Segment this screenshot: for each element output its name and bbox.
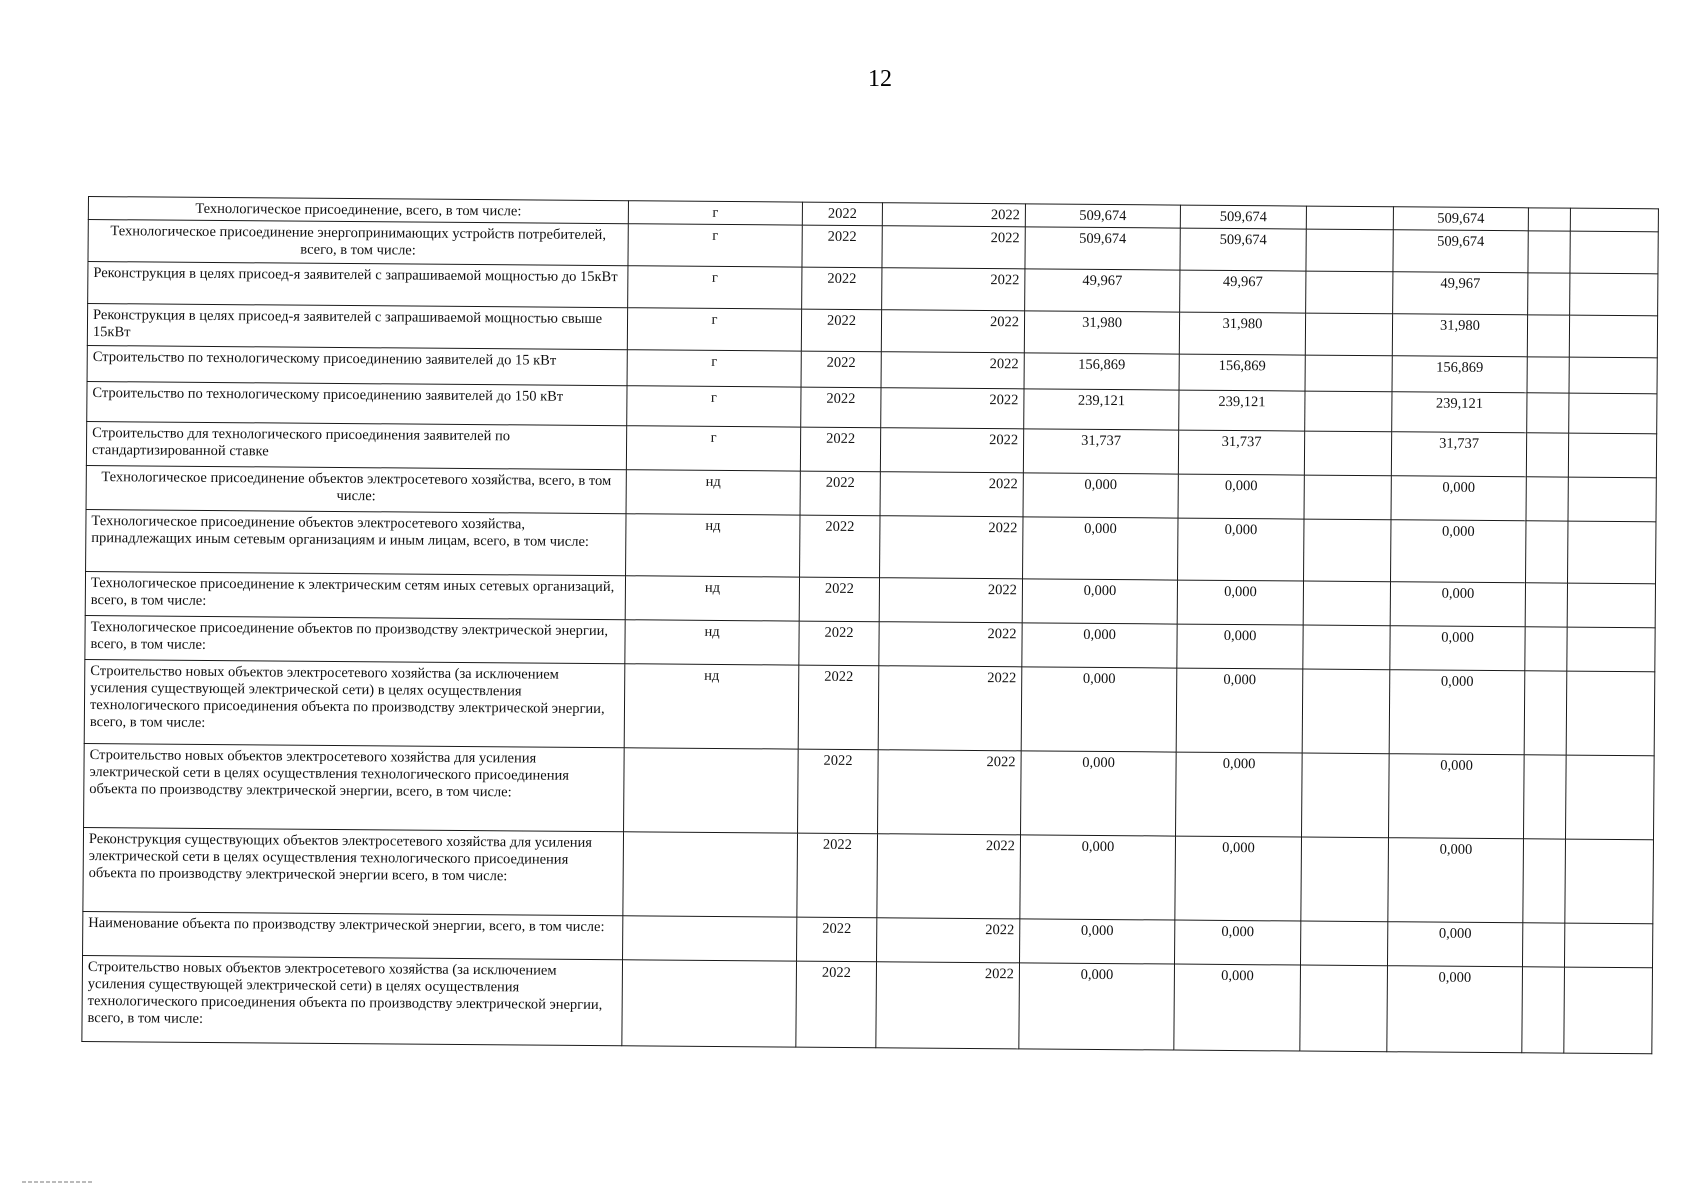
row-empty-cell bbox=[1567, 627, 1655, 672]
row-empty-cell bbox=[1570, 273, 1658, 316]
row-value-4: 0,000 bbox=[1387, 966, 1523, 1053]
row-value-3 bbox=[1304, 475, 1391, 520]
row-name: Технологическое присоединение объектов электросетевого хозяйства, принадлежащих иным сетевым организациям и иным лицам, всего, в том числе: bbox=[86, 509, 626, 575]
row-year-end: 2022 bbox=[879, 622, 1022, 667]
table-row bbox=[84, 659, 1655, 755]
row-unit: нд bbox=[624, 664, 799, 749]
row-empty-cell bbox=[1528, 231, 1570, 273]
row-value-3 bbox=[1306, 271, 1393, 314]
row-unit bbox=[623, 916, 797, 961]
data-table bbox=[81, 196, 1659, 1054]
row-name: Наименование объекта по производству электрической энергии, всего, в том числе: bbox=[83, 911, 623, 959]
row-year-end: 2022 bbox=[882, 226, 1025, 269]
row-value-3 bbox=[1300, 921, 1387, 966]
row-value-2: 31,980 bbox=[1179, 312, 1305, 355]
row-value-2: 509,674 bbox=[1180, 228, 1306, 271]
row-name: Реконструкция существующих объектов электросетевого хозяйства для усиления электрической сети в целях осуществления технологического присоединения объекта по производству электрической энергии всего, в том числе: bbox=[83, 827, 624, 915]
row-value-3 bbox=[1303, 581, 1390, 626]
row-unit: г bbox=[626, 426, 800, 471]
row-value-2: 0,000 bbox=[1178, 518, 1304, 581]
row-year-end: 2022 bbox=[880, 472, 1023, 517]
row-value-1: 0,000 bbox=[1022, 579, 1177, 624]
row-unit: нд bbox=[625, 576, 799, 621]
row-year-end: 2022 bbox=[878, 750, 1022, 835]
row-empty-cell bbox=[1528, 273, 1570, 315]
row-value-3 bbox=[1305, 391, 1392, 432]
row-unit: нд bbox=[626, 514, 800, 577]
row-year-end: 2022 bbox=[878, 666, 1022, 751]
row-empty-cell bbox=[1524, 671, 1567, 755]
row-value-2: 49,967 bbox=[1180, 270, 1306, 313]
row-value-1: 0,000 bbox=[1020, 835, 1176, 920]
row-name: Строительство новых объектов электросетевого хозяйства для усиления электрической сети в целях осуществления технологического присоединения объекта по производству электрической энергии, всего, в том числе: bbox=[84, 743, 625, 831]
table-row bbox=[83, 827, 1654, 923]
row-value-1: 0,000 bbox=[1023, 517, 1178, 580]
row-year-end: 2022 bbox=[879, 578, 1022, 623]
row-year-start: 2022 bbox=[797, 917, 877, 962]
row-value-2: 156,869 bbox=[1179, 354, 1305, 391]
row-name: Строительство по технологическому присоединению заявителей до 150 кВт bbox=[87, 381, 627, 425]
row-empty-cell bbox=[1525, 627, 1567, 671]
row-value-3 bbox=[1305, 355, 1392, 392]
row-value-3 bbox=[1301, 837, 1389, 922]
row-name: Технологическое присоединение к электрическим сетям иных сетевых организаций, всего, в том числе: bbox=[85, 571, 625, 619]
row-empty-cell bbox=[1570, 208, 1658, 232]
row-value-4: 239,121 bbox=[1392, 392, 1527, 433]
row-value-1: 31,980 bbox=[1024, 311, 1179, 354]
row-unit: г bbox=[628, 224, 802, 267]
row-unit: г bbox=[627, 308, 801, 351]
row-value-4: 0,000 bbox=[1391, 476, 1526, 521]
row-value-4: 49,967 bbox=[1393, 272, 1528, 315]
row-year-end: 2022 bbox=[877, 918, 1020, 963]
row-empty-cell bbox=[1527, 393, 1569, 433]
row-value-2: 239,121 bbox=[1179, 390, 1305, 431]
row-unit: г bbox=[628, 201, 802, 225]
row-value-3 bbox=[1306, 229, 1393, 272]
row-value-4: 0,000 bbox=[1390, 582, 1525, 627]
row-value-3 bbox=[1304, 519, 1391, 582]
row-value-2: 31,737 bbox=[1178, 430, 1304, 475]
row-empty-cell bbox=[1564, 923, 1652, 968]
row-value-1: 0,000 bbox=[1019, 963, 1175, 1050]
row-value-3 bbox=[1302, 753, 1390, 838]
row-name: Строительство по технологическому присоединению заявителей до 15 кВт bbox=[87, 345, 627, 385]
row-value-4: 0,000 bbox=[1389, 670, 1525, 755]
row-value-2: 0,000 bbox=[1174, 964, 1301, 1051]
row-empty-cell bbox=[1567, 583, 1655, 628]
row-empty-cell bbox=[1565, 839, 1654, 924]
row-value-4: 0,000 bbox=[1389, 754, 1525, 839]
row-year-start: 2022 bbox=[797, 833, 878, 918]
row-value-1: 49,967 bbox=[1025, 269, 1180, 312]
row-year-end: 2022 bbox=[882, 268, 1025, 311]
row-year-start: 2022 bbox=[800, 471, 880, 516]
row-year-start: 2022 bbox=[801, 387, 881, 428]
row-empty-cell bbox=[1527, 315, 1569, 357]
row-name: Технологическое присоединение объектов по производству электрической энергии, всего, в том числе: bbox=[85, 615, 625, 663]
row-unit bbox=[623, 832, 798, 917]
row-value-1: 0,000 bbox=[1023, 473, 1178, 518]
row-name: Технологическое присоединение энергопринимающих устройств потребителей, всего, в том числе: bbox=[88, 220, 628, 266]
row-unit: г bbox=[627, 386, 801, 427]
row-value-3 bbox=[1304, 431, 1391, 476]
row-unit: нд bbox=[626, 470, 800, 515]
row-value-4: 0,000 bbox=[1388, 838, 1524, 923]
row-empty-cell bbox=[1568, 521, 1656, 584]
row-year-start: 2022 bbox=[799, 577, 879, 622]
row-name: Реконструкция в целях присоед-я заявителей с запрашиваемой мощностью до 15кВт bbox=[88, 262, 628, 308]
row-value-2: 0,000 bbox=[1175, 836, 1302, 921]
row-year-end: 2022 bbox=[882, 203, 1025, 227]
row-value-2: 509,674 bbox=[1180, 205, 1306, 229]
row-empty-cell bbox=[1569, 393, 1657, 434]
row-value-1: 0,000 bbox=[1021, 751, 1177, 836]
row-name: Строительство для технологического присоединения заявителей по стандартизированной ставке bbox=[86, 421, 626, 469]
row-year-start: 2022 bbox=[801, 351, 881, 388]
row-year-start: 2022 bbox=[802, 202, 882, 226]
row-empty-cell bbox=[1568, 477, 1656, 522]
row-name: Технологическое присоединение объектов электросетевого хозяйства, всего, в том числе: bbox=[86, 465, 626, 513]
row-empty-cell bbox=[1570, 231, 1658, 274]
row-year-start: 2022 bbox=[800, 515, 880, 578]
row-value-1: 31,737 bbox=[1023, 429, 1178, 474]
table-row bbox=[82, 955, 1653, 1053]
row-year-start: 2022 bbox=[800, 427, 880, 472]
row-empty-cell bbox=[1565, 755, 1654, 840]
row-value-4: 0,000 bbox=[1391, 520, 1526, 583]
row-value-2: 0,000 bbox=[1178, 474, 1304, 519]
row-empty-cell bbox=[1526, 433, 1568, 477]
row-value-4: 509,674 bbox=[1393, 230, 1528, 273]
row-value-1: 509,674 bbox=[1025, 204, 1180, 228]
row-name: Реконструкция в целях присоед-я заявителей с запрашиваемой мощностью свыше 15кВт bbox=[87, 304, 627, 350]
row-value-1: 0,000 bbox=[1020, 919, 1175, 964]
row-value-4: 31,980 bbox=[1392, 314, 1527, 357]
row-value-1: 0,000 bbox=[1021, 667, 1177, 752]
row-value-4: 31,737 bbox=[1391, 432, 1526, 477]
row-value-4: 0,000 bbox=[1390, 626, 1525, 671]
scan-edge-mark bbox=[22, 1181, 92, 1183]
row-value-1: 239,121 bbox=[1024, 389, 1179, 430]
row-year-end: 2022 bbox=[880, 516, 1023, 579]
row-empty-cell bbox=[1522, 923, 1564, 967]
row-empty-cell bbox=[1526, 521, 1568, 583]
page-number: 12 bbox=[868, 66, 892, 92]
row-year-end: 2022 bbox=[876, 962, 1020, 1049]
row-empty-cell bbox=[1526, 477, 1568, 521]
row-empty-cell bbox=[1522, 967, 1565, 1053]
row-empty-cell bbox=[1523, 755, 1566, 839]
row-year-end: 2022 bbox=[881, 388, 1024, 429]
row-value-2: 0,000 bbox=[1177, 624, 1303, 669]
table-row bbox=[84, 743, 1655, 839]
row-year-start: 2022 bbox=[798, 749, 879, 834]
row-empty-cell bbox=[1564, 967, 1653, 1054]
row-unit: нд bbox=[625, 620, 799, 665]
row-value-3 bbox=[1302, 669, 1390, 754]
row-value-2: 0,000 bbox=[1176, 752, 1303, 837]
row-value-3 bbox=[1306, 206, 1393, 230]
row-unit: г bbox=[627, 350, 801, 387]
data-table-wrapper bbox=[81, 196, 1658, 1054]
row-value-4: 0,000 bbox=[1387, 922, 1522, 967]
row-year-end: 2022 bbox=[881, 352, 1024, 389]
row-empty-cell bbox=[1568, 433, 1656, 478]
row-year-start: 2022 bbox=[796, 961, 877, 1048]
row-empty-cell bbox=[1525, 583, 1567, 627]
row-year-start: 2022 bbox=[801, 309, 881, 352]
row-unit bbox=[624, 748, 799, 833]
row-empty-cell bbox=[1569, 357, 1657, 394]
row-name: Технологическое присоединение, всего, в том числе: bbox=[88, 197, 628, 224]
row-value-2: 0,000 bbox=[1176, 668, 1303, 753]
row-year-end: 2022 bbox=[881, 310, 1024, 353]
row-year-start: 2022 bbox=[802, 225, 882, 268]
row-empty-cell bbox=[1566, 671, 1655, 756]
row-value-1: 0,000 bbox=[1022, 623, 1177, 668]
row-value-1: 156,869 bbox=[1024, 353, 1179, 390]
row-value-2: 0,000 bbox=[1175, 920, 1301, 965]
row-value-3 bbox=[1300, 965, 1388, 1052]
row-value-1: 509,674 bbox=[1025, 227, 1180, 270]
row-name: Строительство новых объектов электросетевого хозяйства (за исключением усиления существующей электрической сети) в целях осуществления технологического присоединения объекта по производству электрической энергии, всего, в том числе: bbox=[84, 659, 625, 747]
row-empty-cell bbox=[1527, 357, 1569, 393]
row-empty-cell bbox=[1569, 315, 1657, 358]
row-year-start: 2022 bbox=[799, 621, 879, 666]
row-year-start: 2022 bbox=[798, 665, 879, 750]
row-empty-cell bbox=[1528, 208, 1570, 231]
row-value-3 bbox=[1305, 313, 1392, 356]
table-body bbox=[82, 197, 1659, 1054]
row-value-2: 0,000 bbox=[1177, 580, 1303, 625]
row-unit: г bbox=[628, 266, 802, 309]
row-year-start: 2022 bbox=[802, 267, 882, 310]
row-value-4: 509,674 bbox=[1393, 207, 1528, 231]
row-name: Строительство новых объектов электросетевого хозяйства (за исключением усиления существующей электрической сети) в целях осуществления технологического присоединения объекта по производству электрической энергии, всего, в том числе: bbox=[82, 955, 623, 1045]
row-empty-cell bbox=[1523, 839, 1566, 923]
row-unit bbox=[622, 960, 797, 1047]
row-year-end: 2022 bbox=[880, 428, 1023, 473]
row-value-3 bbox=[1303, 625, 1390, 670]
row-value-4: 156,869 bbox=[1392, 356, 1527, 393]
row-year-end: 2022 bbox=[877, 834, 1021, 919]
